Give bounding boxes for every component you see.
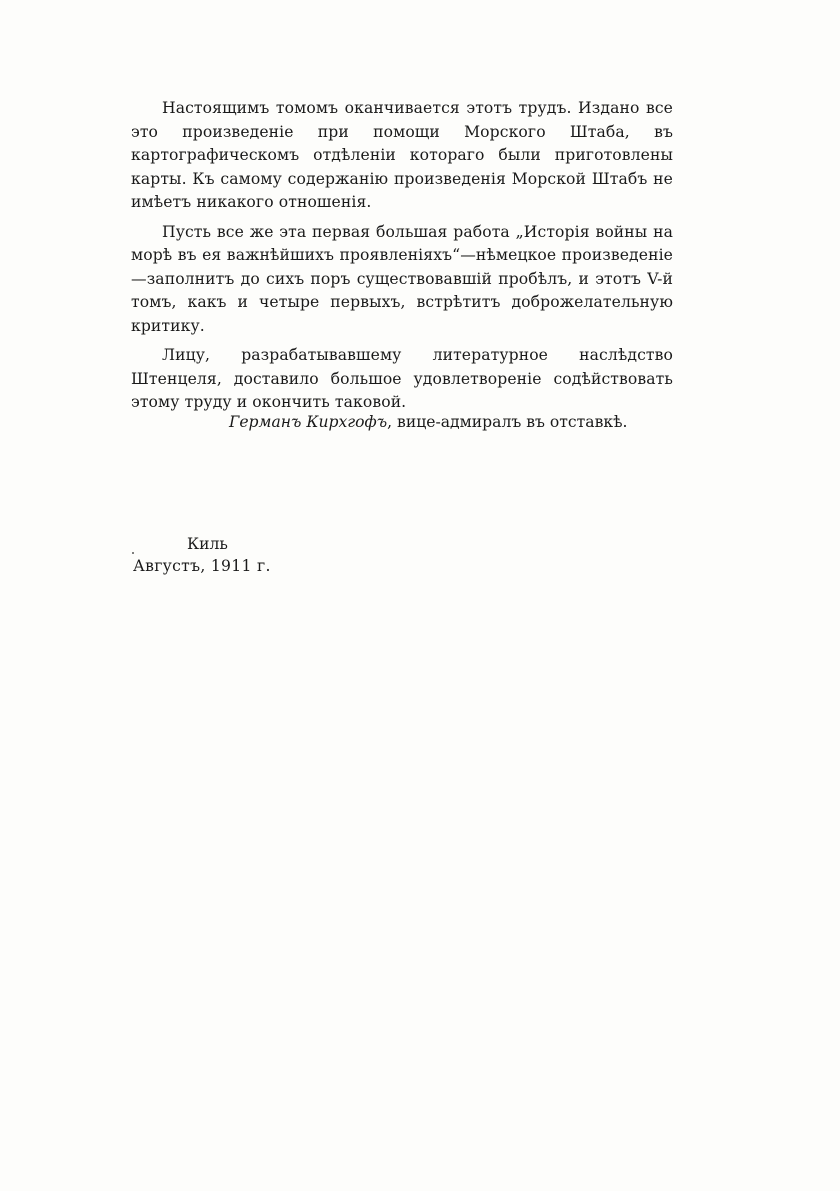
paragraph-3: Лицу, разрабатывавшему литературное наслѣдство Штенцеля, доставило большое удовлетвореніе содѣйствовать этому труду и окончить таковой.: [131, 346, 673, 411]
body-text: [131, 97, 673, 421]
signature-name: Германъ Кирхгофъ: [229, 413, 388, 431]
paragraph-1: Настоящимъ томомъ оканчивается этотъ трудъ. Издано все это произведеніе при помощи Морского Штаба, въ картографическомъ отдѣленіи котораго были приготовлены карты. Къ самому содержанію произведенія Морской Штабъ не имѣетъ никакого отношенія.: [131, 99, 673, 211]
ink-speck: [132, 552, 134, 554]
place-line: Киль: [187, 535, 228, 553]
signature-line: [229, 411, 659, 434]
paragraph-2: Пусть все же эта первая большая работа „Исторія войны на морѣ въ ея важнѣйшихъ проявленіяхъ“—нѣмецкое произведеніе—заполнитъ до сихъ поръ существовавшій пробѣлъ, и этотъ V-й томъ, какъ и четыре первыхъ, встрѣтитъ доброжелательную критику.: [131, 222, 673, 335]
signature-title: , вице-адмиралъ въ отставкѣ.: [387, 413, 628, 431]
date-line: Августъ, 1911 г.: [133, 557, 271, 575]
